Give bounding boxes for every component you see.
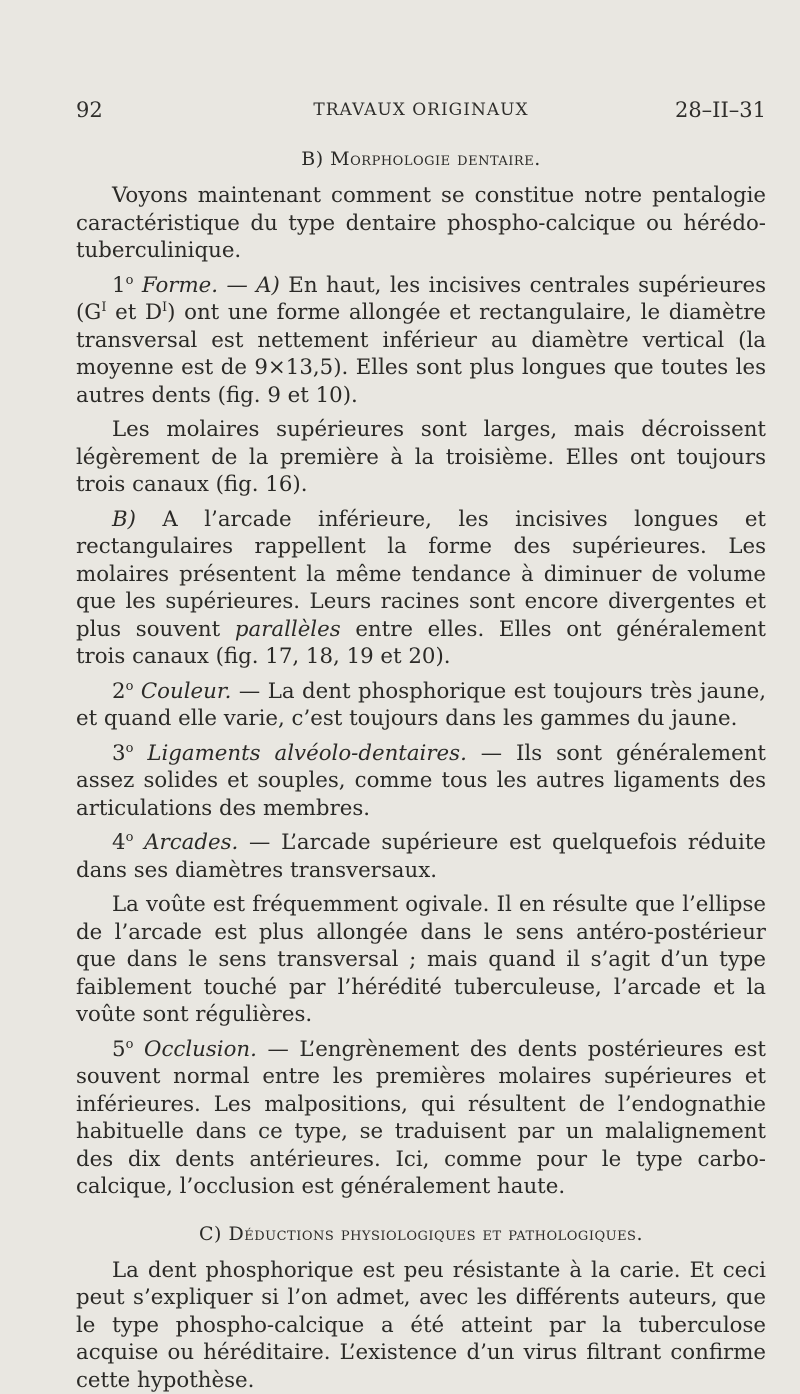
running-head: [76, 98, 766, 128]
item-number: 4: [112, 830, 126, 855]
running-title: TRAVAUX ORIGINAUX: [76, 100, 766, 120]
section-heading-prefix: B): [301, 148, 323, 170]
paragraph-text: ) ont une forme allongée et rectangulaire, le diamètre transversal est nettement inférieur au diamètre vertical (la moyenne est de 9×13,5). Elles sont plus longues que toutes les autres dents (fig. 9 et 10).: [76, 300, 766, 408]
paragraph-text: A l’arcade inférieure, les incisives longues et rectangulaires rappellent la forme des supérieures. Les molaires présentent la même tendance à diminuer de volume que les supérieures. Leurs racines sont encore divergentes et plus souvent: [76, 507, 766, 642]
item-label: Occlusion.: [144, 1037, 257, 1062]
issue-date: 28–II–31: [675, 98, 766, 122]
paragraph-text: — La dent phosphorique est toujours très jaune, et quand elle varie, c’est toujours dans les gammes du jaune.: [76, 679, 766, 732]
degree-sign: o: [126, 740, 134, 755]
degree-sign: o: [126, 678, 134, 693]
section-heading-b: [76, 146, 766, 172]
section-heading-text: Déductions physiologiques et pathologiques.: [228, 1223, 643, 1245]
paragraph-text: — L’engrènement des dents postérieures est souvent normal entre les premières molaires supérieures et inférieures. Les malpositions, qui résultent de l’endognathie habituelle dans ce type, se traduisent par un malalignement des dix dents antérieures. Ici, comme pour le type carbo-calcique, l’occlusion est généralement haute.: [76, 1037, 766, 1200]
section-heading-prefix: C): [199, 1223, 222, 1245]
paragraph-ligaments: [76, 740, 766, 823]
italic-word: parallèles: [235, 617, 341, 642]
item-number: 5: [112, 1037, 126, 1062]
paragraph-text: — Ils sont généralement assez solides et souples, comme tous les autres ligaments des articulations des membres.: [76, 741, 766, 821]
paragraph-b: [76, 506, 766, 671]
paragraph-couleur: [76, 678, 766, 733]
paragraph-text: — L’arcade supérieure est quelquefois réduite dans ses diamètres transversaux.: [76, 830, 766, 883]
section-heading-c: [76, 1221, 766, 1247]
section-heading-text: Morphologie dentaire.: [330, 148, 541, 170]
degree-sign: o: [126, 1036, 134, 1051]
item-label: Couleur.: [141, 679, 232, 704]
item-label: Arcades.: [144, 830, 238, 855]
item-number: 1: [112, 273, 126, 298]
item-number: 3: [112, 741, 126, 766]
item-label: Forme. — A): [142, 273, 280, 298]
item-label: Ligaments alvéolo-dentaires.: [147, 741, 467, 766]
section-spacer: [76, 1201, 766, 1215]
paragraph-intro: Voyons maintenant comment se constitue notre pentalogie caractéristique du type dentaire phospho-calcique ou hérédo-tuberculinique.: [76, 182, 766, 265]
item-label: B): [112, 507, 136, 532]
degree-sign: o: [126, 272, 134, 287]
paragraph-forme: [76, 272, 766, 410]
superscript: I: [101, 300, 106, 315]
article-body: [76, 140, 766, 1394]
paragraph-text: et D: [106, 300, 162, 325]
paragraph-text: En haut, les incisives centrales supérieures (G: [76, 273, 766, 326]
paragraph-molaires: Les molaires supérieures sont larges, mais décroissent légèrement de la première à la troisième. Elles ont toujours trois canaux (fig. 16).: [76, 416, 766, 499]
item-number: 2: [112, 679, 126, 704]
paragraph-deductions: La dent phosphorique est peu résistante à la carie. Et ceci peut s’expliquer si l’on admet, avec les différents auteurs, que le type phospho-calcique a été atteint par la tuberculose acquise ou héréditaire. L’existence d’un virus filtrant confirme cette hypothèse.: [76, 1257, 766, 1394]
paragraph-voute: La voûte est fréquemment ogivale. Il en résulte que l’ellipse de l’arcade est plus allongée dans le sens antéro-postérieur que dans le sens transversal ; mais quand il s’agit d’un type faiblement touché par l’hérédité tuberculeuse, l’arcade et la voûte sont régulières.: [76, 891, 766, 1029]
degree-sign: o: [126, 830, 134, 845]
paragraph-arcades: [76, 829, 766, 884]
page-number: 92: [76, 98, 103, 122]
superscript: I: [162, 300, 167, 315]
paragraph-occlusion: [76, 1036, 766, 1201]
paragraph-text: entre elles. Elles ont généralement trois canaux (fig. 17, 18, 19 et 20).: [76, 617, 766, 670]
